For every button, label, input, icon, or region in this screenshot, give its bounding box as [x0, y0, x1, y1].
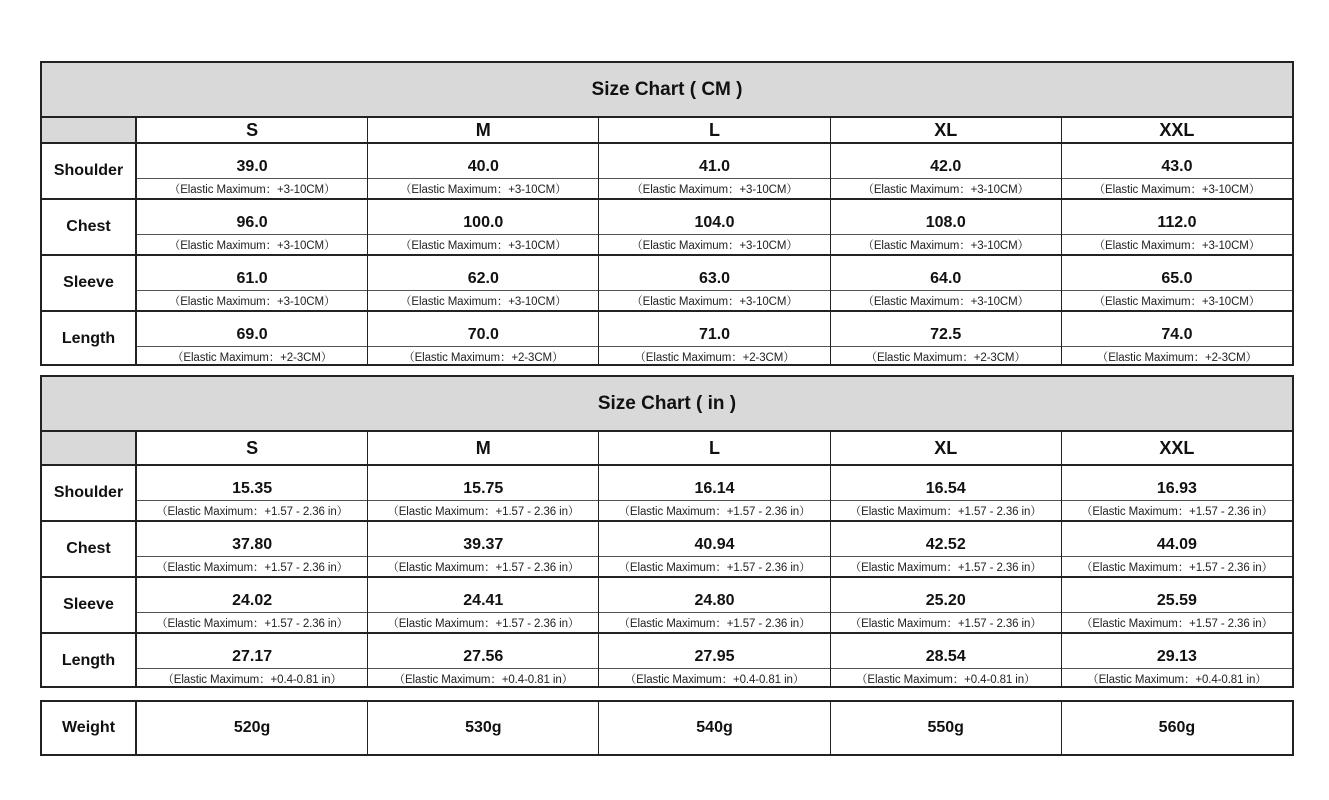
- measurement-cell: [1061, 522, 1292, 576]
- size-header-xxl: XXL: [1061, 432, 1292, 464]
- size-header-m: M: [367, 432, 598, 464]
- measurement-cell: [367, 466, 598, 520]
- measurement-cell: [598, 634, 829, 688]
- measurement-value: 44.09: [1062, 522, 1292, 557]
- measurement-cell: [598, 256, 829, 310]
- measurement-cell: [830, 466, 1061, 520]
- corner-cell: [42, 432, 137, 464]
- size-chart-cm: [40, 61, 1294, 366]
- measurement-value: 74.0: [1062, 312, 1292, 347]
- elastic-note: （Elastic Maximum：+1.57 - 2.36 in）: [156, 561, 349, 574]
- measurement-value: 16.14: [599, 466, 829, 501]
- elastic-note: （Elastic Maximum：+3-10CM）: [400, 239, 567, 252]
- measurement-cell: [830, 522, 1061, 576]
- elastic-note: （Elastic Maximum：+1.57 - 2.36 in）: [849, 505, 1042, 518]
- elastic-note: （Elastic Maximum：+0.4-0.81 in）: [624, 673, 805, 686]
- size-header-xl: XL: [830, 432, 1061, 464]
- measurement-value: 16.54: [831, 466, 1061, 501]
- weight-value: 520g: [233, 719, 271, 736]
- measurement-row: [42, 520, 1292, 576]
- measurement-label: Sleeve: [42, 256, 137, 310]
- measurement-value: 63.0: [599, 256, 829, 291]
- measurement-value: 15.75: [368, 466, 598, 501]
- elastic-note: （Elastic Maximum：+1.57 - 2.36 in）: [156, 505, 349, 518]
- elastic-note: （Elastic Maximum：+1.57 - 2.36 in）: [618, 505, 811, 518]
- weight-value: 550g: [830, 702, 1061, 754]
- size-header-s: S: [246, 437, 259, 458]
- measurement-cell: [830, 144, 1061, 198]
- measurement-value: 24.02: [137, 578, 367, 613]
- measurement-cell: [137, 256, 367, 310]
- measurement-value: 65.0: [1062, 256, 1292, 291]
- measurement-value: 39.37: [368, 522, 598, 557]
- measurement-row: [42, 464, 1292, 520]
- weight-row: [42, 702, 1292, 754]
- measurement-value: 100.0: [368, 200, 598, 235]
- weight-label: Weight: [42, 702, 137, 754]
- measurement-value: 25.20: [831, 578, 1061, 613]
- measurement-label: Chest: [42, 200, 137, 254]
- measurement-cell: [1061, 144, 1292, 198]
- measurement-cell: [367, 144, 598, 198]
- measurement-cell: [367, 578, 598, 632]
- size-chart-in: [40, 375, 1294, 688]
- elastic-note: （Elastic Maximum：+1.57 - 2.36 in）: [1080, 617, 1273, 630]
- measurement-value: 29.13: [1062, 634, 1292, 669]
- elastic-note: （Elastic Maximum：+1.57 - 2.36 in）: [849, 617, 1042, 630]
- elastic-note: （Elastic Maximum：+2-3CM）: [1096, 351, 1258, 364]
- elastic-note: （Elastic Maximum：+3-10CM）: [631, 239, 798, 252]
- size-header-s: S: [246, 119, 259, 140]
- measurement-value: 25.59: [1062, 578, 1292, 613]
- measurement-cell: [830, 200, 1061, 254]
- measurement-cell: [137, 522, 367, 576]
- measurement-cell: [598, 200, 829, 254]
- elastic-note: （Elastic Maximum：+1.57 - 2.36 in）: [1080, 561, 1273, 574]
- elastic-note: （Elastic Maximum：+0.4-0.81 in）: [855, 673, 1036, 686]
- measurement-cell: [1061, 634, 1292, 688]
- size-chart-in-title: Size Chart ( in ): [42, 377, 1292, 432]
- measurement-value: 112.0: [1062, 200, 1292, 235]
- measurement-label: Length: [42, 312, 137, 366]
- measurement-cell: [830, 578, 1061, 632]
- measurement-value: 40.0: [368, 144, 598, 179]
- measurement-cell: [367, 634, 598, 688]
- measurement-cell: [598, 466, 829, 520]
- elastic-note: （Elastic Maximum：+3-10CM）: [168, 295, 336, 308]
- measurement-value: 70.0: [368, 312, 598, 347]
- measurement-value: 40.94: [599, 522, 829, 557]
- measurement-value: 69.0: [137, 312, 367, 347]
- measurement-cell: [1061, 312, 1292, 366]
- weight-value: 540g: [598, 702, 829, 754]
- measurement-cell: [137, 578, 367, 632]
- measurement-row: [42, 142, 1292, 198]
- measurement-row: [42, 576, 1292, 632]
- measurement-label: Shoulder: [42, 144, 137, 198]
- elastic-note: （Elastic Maximum：+3-10CM）: [1093, 295, 1261, 308]
- measurement-value: 27.17: [137, 634, 367, 669]
- measurement-cell: [830, 634, 1061, 688]
- measurement-cell: [137, 634, 367, 688]
- elastic-note: （Elastic Maximum：+3-10CM）: [168, 183, 336, 196]
- measurement-cell: [137, 466, 367, 520]
- measurement-value: 108.0: [831, 200, 1061, 235]
- measurement-label: Sleeve: [42, 578, 137, 632]
- elastic-note: （Elastic Maximum：+2-3CM）: [865, 351, 1026, 364]
- measurement-row: [42, 198, 1292, 254]
- measurement-value: 41.0: [599, 144, 829, 179]
- size-header-l: L: [598, 118, 829, 142]
- elastic-note: （Elastic Maximum：+2-3CM）: [403, 351, 564, 364]
- elastic-note: （Elastic Maximum：+1.57 - 2.36 in）: [387, 617, 580, 630]
- measurement-value: 71.0: [599, 312, 829, 347]
- elastic-note: （Elastic Maximum：+0.4-0.81 in）: [162, 673, 342, 686]
- measurement-label: Chest: [42, 522, 137, 576]
- elastic-note: （Elastic Maximum：+3-10CM）: [168, 239, 336, 252]
- measurement-cell: [598, 312, 829, 366]
- measurement-value: 43.0: [1062, 144, 1292, 179]
- measurement-value: 104.0: [599, 200, 829, 235]
- measurement-cell: [598, 522, 829, 576]
- measurement-value: 27.56: [368, 634, 598, 669]
- measurement-label: Shoulder: [42, 466, 137, 520]
- measurement-value: 28.54: [831, 634, 1061, 669]
- measurement-cell: [137, 200, 367, 254]
- measurement-label: Length: [42, 634, 137, 688]
- measurement-value: 24.80: [599, 578, 829, 613]
- measurement-value: 96.0: [137, 200, 367, 235]
- weight-table: [40, 700, 1294, 756]
- measurement-cell: [367, 200, 598, 254]
- elastic-note: （Elastic Maximum：+1.57 - 2.36 in）: [387, 505, 580, 518]
- measurement-cell: [137, 144, 367, 198]
- elastic-note: （Elastic Maximum：+3-10CM）: [631, 295, 798, 308]
- weight-value: 530g: [367, 702, 598, 754]
- measurement-value: 42.0: [831, 144, 1061, 179]
- elastic-note: （Elastic Maximum：+1.57 - 2.36 in）: [387, 561, 580, 574]
- elastic-note: （Elastic Maximum：+3-10CM）: [631, 183, 798, 196]
- elastic-note: （Elastic Maximum：+1.57 - 2.36 in）: [1080, 505, 1273, 518]
- elastic-note: （Elastic Maximum：+1.57 - 2.36 in）: [618, 561, 811, 574]
- measurement-value: 62.0: [368, 256, 598, 291]
- measurement-row: [42, 632, 1292, 688]
- measurement-row: [42, 254, 1292, 310]
- weight-value: 560g: [1061, 702, 1292, 754]
- measurement-cell: [1061, 578, 1292, 632]
- measurement-cell: [1061, 256, 1292, 310]
- measurement-cell: [367, 256, 598, 310]
- measurement-value: 39.0: [137, 144, 367, 179]
- measurement-cell: [367, 522, 598, 576]
- elastic-note: （Elastic Maximum：+3-10CM）: [862, 239, 1029, 252]
- elastic-note: （Elastic Maximum：+3-10CM）: [1093, 239, 1261, 252]
- elastic-note: （Elastic Maximum：+1.57 - 2.36 in）: [849, 561, 1042, 574]
- measurement-cell: [598, 144, 829, 198]
- measurement-value: 15.35: [137, 466, 367, 501]
- measurement-value: 42.52: [831, 522, 1061, 557]
- elastic-note: （Elastic Maximum：+0.4-0.81 in）: [1087, 673, 1267, 686]
- measurement-cell: [598, 578, 829, 632]
- measurement-cell: [367, 312, 598, 366]
- size-header-m: M: [367, 118, 598, 142]
- elastic-note: （Elastic Maximum：+2-3CM）: [634, 351, 795, 364]
- size-header-xxl: XXL: [1061, 118, 1292, 142]
- elastic-note: （Elastic Maximum：+3-10CM）: [400, 295, 567, 308]
- measurement-cell: [830, 256, 1061, 310]
- size-header-l: L: [598, 432, 829, 464]
- elastic-note: （Elastic Maximum：+1.57 - 2.36 in）: [156, 617, 349, 630]
- elastic-note: （Elastic Maximum：+3-10CM）: [862, 183, 1029, 196]
- elastic-note: （Elastic Maximum：+3-10CM）: [400, 183, 567, 196]
- size-header-row: [42, 432, 1292, 464]
- measurement-row: [42, 310, 1292, 366]
- measurement-cell: [830, 312, 1061, 366]
- size-chart-cm-title: Size Chart ( CM ): [42, 63, 1292, 118]
- measurement-value: 24.41: [368, 578, 598, 613]
- measurement-value: 64.0: [831, 256, 1061, 291]
- size-header-row: [42, 118, 1292, 142]
- elastic-note: （Elastic Maximum：+3-10CM）: [862, 295, 1029, 308]
- measurement-value: 37.80: [137, 522, 367, 557]
- elastic-note: （Elastic Maximum：+2-3CM）: [171, 351, 333, 364]
- measurement-value: 16.93: [1062, 466, 1292, 501]
- measurement-value: 27.95: [599, 634, 829, 669]
- measurement-value: 72.5: [831, 312, 1061, 347]
- measurement-value: 61.0: [137, 256, 367, 291]
- elastic-note: （Elastic Maximum：+1.57 - 2.36 in）: [618, 617, 811, 630]
- corner-cell: [42, 118, 137, 142]
- elastic-note: （Elastic Maximum：+0.4-0.81 in）: [393, 673, 574, 686]
- measurement-cell: [1061, 466, 1292, 520]
- measurement-cell: [137, 312, 367, 366]
- measurement-cell: [1061, 200, 1292, 254]
- elastic-note: （Elastic Maximum：+3-10CM）: [1093, 183, 1261, 196]
- size-header-xl: XL: [830, 118, 1061, 142]
